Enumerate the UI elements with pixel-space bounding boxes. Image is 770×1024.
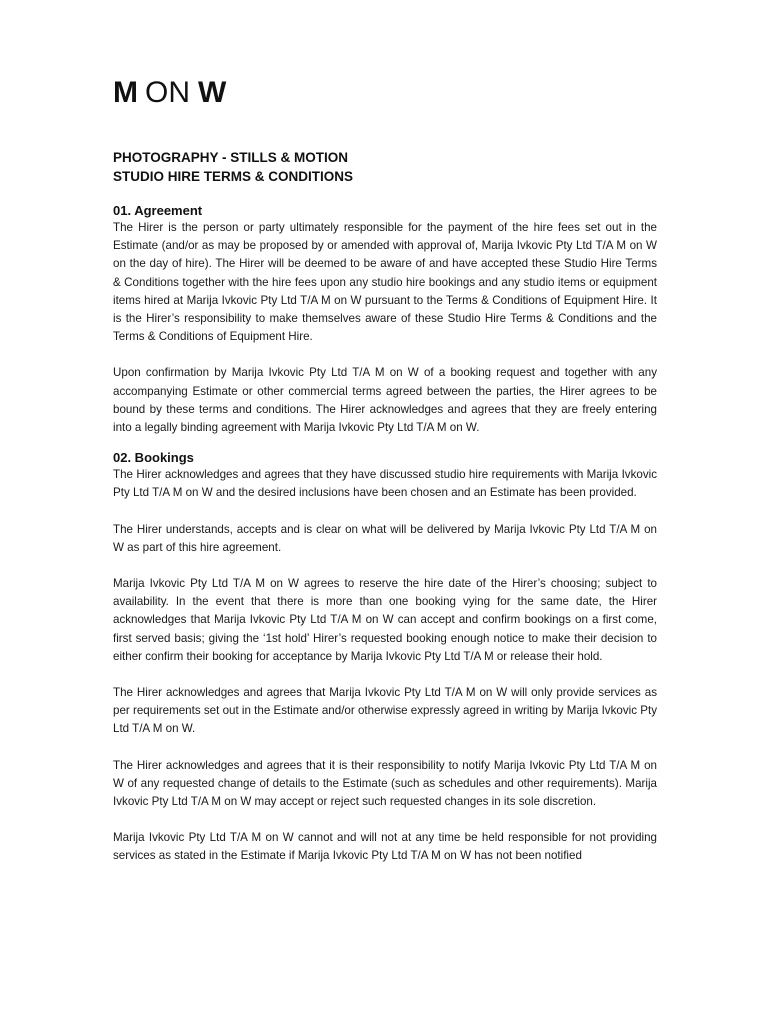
- paragraph: Marija Ivkovic Pty Ltd T/A M on W cannot and will not at any time be held responsible for not providing services as stated in the Estimate if Marija Ivkovic Pty Ltd T/A M on W has not been notified: [113, 831, 657, 863]
- section-heading: 02. Bookings: [113, 450, 194, 466]
- brand-logo: [113, 76, 657, 110]
- paragraph: The Hirer is the person or party ultimately responsible for the payment of the hire fees set out in the Estimate (and/or as may be proposed by or amended with approval of, Marija Ivkovic Pty Ltd T/A M on W on the day of hire). The Hirer will be deemed to be aware of and have accepted these Studio Hire Terms & Conditions together with the hire fees upon any studio hire bookings and any studio items or equipment items hired at Marija Ivkovic Pty Ltd T/A M on W pursuant to the Terms & Conditions of Equipment Hire. It is the Hirer’s responsibility to make themselves aware of these Studio Hire Terms & Conditions and the Terms & Conditions of Equipment Hire.: [113, 221, 657, 344]
- document-title-line-2: STUDIO HIRE TERMS & CONDITIONS: [113, 169, 354, 184]
- section-heading: 01. Agreement: [113, 203, 203, 218]
- paragraph: The Hirer understands, accepts and is clear on what will be delivered by Marija Ivkovic Pty Ltd T/A M on W as part of this hire agreement.: [113, 522, 657, 554]
- section-agreement: [113, 202, 657, 437]
- paragraph: The Hirer acknowledges and agrees that Marija Ivkovic Pty Ltd T/A M on W will only provide services as per requirements set out in the Estimate and/or otherwise expressly agreed in writing by Marija Ivkovic Pty Ltd T/A M on W.: [113, 686, 657, 736]
- logo-letter-m: M: [113, 76, 139, 109]
- paragraph: The Hirer acknowledges and agrees that it is their responsibility to notify Marija Ivkovic Pty Ltd T/A M on W of any requested change of details to the Estimate (such as schedules and other requirements). Marija Ivkovic Pty Ltd T/A M on W may accept or reject such requested changes in its sole discretion.: [113, 758, 657, 809]
- section-bookings: [113, 449, 657, 865]
- paragraph: Marija Ivkovic Pty Ltd T/A M on W agrees to reserve the hire date of the Hirer’s choosing; subject to availability. In the event that there is more than one booking vying for the same date, the Hirer acknowledges that Marija Ivkovic Pty Ltd T/A M on W can accept and confirm bookings on a first come, first served basis; giving the ‘1st hold’ Hirer’s requested booking enough notice to make their decision to either confirm their booking for acceptance by Marija Ivkovic Pty Ltd T/A M or release their hold.: [113, 577, 657, 663]
- document-title: [113, 148, 657, 186]
- logo-letter-w: W: [198, 76, 228, 109]
- document-page: [113, 76, 657, 878]
- document-title-line-1: PHOTOGRAPHY - STILLS & MOTION: [113, 150, 349, 165]
- paragraph: The Hirer acknowledges and agrees that they have discussed studio hire requirements with Marija Ivkovic Pty Ltd T/A M on W and the desired inclusions have been chosen and an Estimate has been provided.: [113, 468, 657, 500]
- logo-letters-on: ON: [145, 76, 190, 109]
- paragraph: Upon confirmation by Marija Ivkovic Pty Ltd T/A M on W of a booking request and together with any accompanying Estimate or other commercial terms agreed between the parties, the Hirer agrees to be bound by these terms and conditions. The Hirer acknowledges and agrees that they are freely entering into a legally binding agreement with Marija Ivkovic Pty Ltd T/A M on W.: [113, 366, 657, 435]
